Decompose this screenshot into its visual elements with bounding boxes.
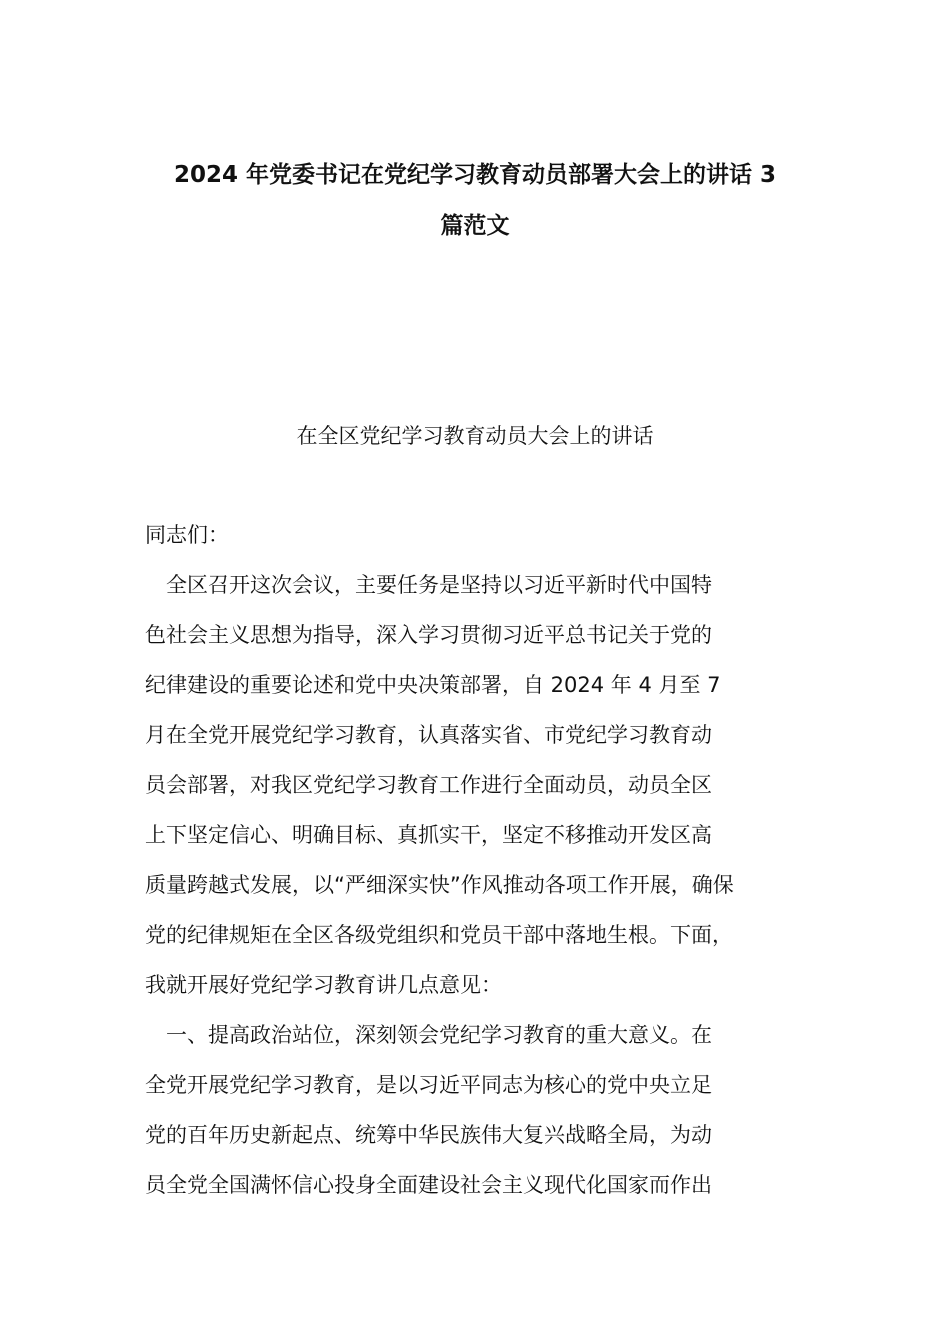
- body-line: 色社会主义思想为指导，深入学习贯彻习近平总书记关于党的: [145, 623, 712, 647]
- body-line: 纪律建设的重要论述和党中央决策部署，自 2024 年 4 月至 7: [145, 673, 721, 697]
- body-line: 我就开展好党纪学习教育讲几点意见：: [145, 973, 502, 997]
- speech-title: 在全区党纪学习教育动员大会上的讲话: [296, 424, 654, 448]
- document-title-line-1: 2024 年党委书记在党纪学习教育动员部署大会上的讲话 3: [173, 162, 777, 188]
- body-line: 员全党全国满怀信心投身全面建设社会主义现代化国家而作出: [145, 1173, 712, 1197]
- body-line: 党的纪律规矩在全区各级党组织和党员干部中落地生根。下面，: [145, 923, 733, 947]
- body-line: 上下坚定信心、明确目标、真抓实干，坚定不移推动开发区高: [145, 823, 712, 847]
- body-line: 质量跨越式发展，以“严细深实快”作风推动各项工作开展，确保: [145, 873, 734, 897]
- salutation: 同志们：: [145, 523, 229, 547]
- body-line: 月在全党开展党纪学习教育，认真落实省、市党纪学习教育动: [145, 723, 712, 747]
- body-line: 员会部署，对我区党纪学习教育工作进行全面动员，动员全区: [145, 773, 712, 797]
- body-line: 全区召开这次会议，主要任务是坚持以习近平新时代中国特: [145, 573, 712, 597]
- body-line: 党的百年历史新起点、统筹中华民族伟大复兴战略全局，为动: [145, 1123, 712, 1147]
- body-line: 全党开展党纪学习教育，是以习近平同志为核心的党中央立足: [145, 1073, 712, 1097]
- document-title-line-2: 篇范文: [440, 213, 510, 239]
- body-line: 一、提高政治站位，深刻领会党纪学习教育的重大意义。在: [145, 1023, 712, 1047]
